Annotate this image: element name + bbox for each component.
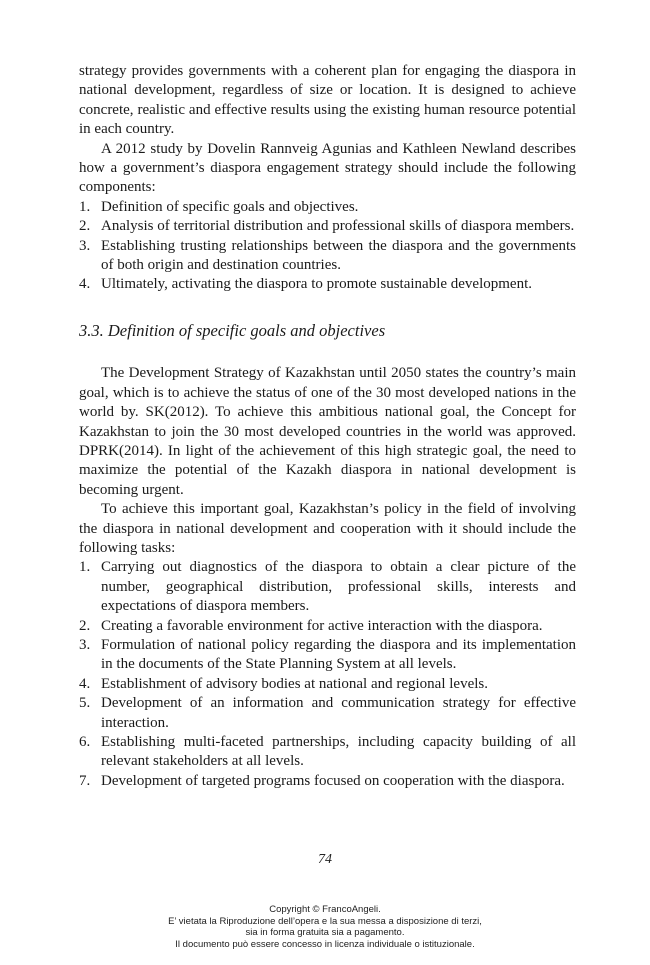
list-item-text: Creating a favorable environment for active interaction with the diaspora. [101, 617, 543, 634]
list-item-number: 6. [79, 734, 91, 750]
list-item-text: Establishing trusting relationships between the diaspora and the governments of both origin and destination countries. [101, 237, 576, 274]
list-item [79, 675, 576, 694]
list-item-text: Establishing multi-faceted partnerships, including capacity building of all relevant stakeholders at all levels. [101, 734, 576, 770]
list-item-text: Development of an information and communication strategy for effective interaction. [101, 695, 576, 731]
body-paragraph: strategy provides governments with a coherent plan for engaging the diaspora in national development, regardless of size or location. It is designed to achieve concrete, realistic and effective results using the existing human resource potential in each country. [79, 63, 576, 138]
list-item-text: Establishment of advisory bodies at national and regional levels. [101, 675, 488, 692]
list-item-number: 2. [79, 218, 91, 235]
list-item-text: Ultimately, activating the diaspora to promote sustainable development. [101, 276, 532, 293]
tasks-list [79, 558, 576, 791]
list-item-number: 4. [79, 276, 91, 293]
list-item [79, 636, 576, 675]
copyright-line: Copyright © FrancoAngeli. [269, 904, 381, 915]
body-paragraph: A 2012 study by Dovelin Rannveig Agunias and Kathleen Newland describes how a government’s diaspora engagement strategy should include the following components: [79, 140, 576, 196]
body-paragraph: To achieve this important goal, Kazakhstan’s policy in the field of involving the diaspora in national development and cooperation with it should include the following tasks: [79, 501, 576, 556]
section-heading: 3.3. Definition of specific goals and objectives [79, 320, 386, 340]
list-item [79, 733, 576, 772]
copyright-line: E’ vietata la Riproduzione dell’opera e la sua messa a disposizione di terzi, [168, 915, 482, 927]
list-item-number: 5. [79, 695, 91, 712]
components-list [79, 198, 576, 295]
list-item-number: 7. [79, 772, 91, 789]
list-item [79, 275, 576, 294]
list-item-text: Analysis of territorial distribution and professional skills of diaspora members. [101, 218, 575, 235]
copyright-line: Il documento può essere concesso in licenza individuale o istituzionale. [175, 938, 475, 950]
list-item-number: 1. [79, 559, 91, 576]
list-item-text: Development of targeted programs focused on cooperation with the diaspora. [101, 772, 565, 789]
list-item-number: 1. [79, 198, 91, 215]
list-item-text: Formulation of national policy regarding the diaspora and its implementation in the documents of the State Planning System at all levels. [101, 636, 576, 673]
page-number: 74 [318, 852, 332, 867]
list-item [79, 217, 576, 236]
body-paragraph: The Development Strategy of Kazakhstan until 2050 states the country’s main goal, which is to achieve the status of one of the 30 most developed nations in the world by. SK(2012). To achieve this ambitious national goal, the Concept for Kazakhstan to join the 30 most developed countries in the world was approved. DPRK(2014). In light of the achievement of this high strategic goal, the need to maximize the potential of the Kazakh diaspora in national development is becoming urgent. [79, 365, 576, 498]
list-item [79, 198, 576, 217]
document-page [79, 62, 576, 791]
list-item [79, 694, 576, 733]
list-item [79, 558, 576, 616]
list-item-text: Definition of specific goals and objectives. [101, 198, 359, 215]
list-item [79, 617, 576, 636]
list-item-text: Carrying out diagnostics of the diaspora to obtain a clear picture of the number, geographical distribution, professional skills, interests and expectations of diaspora members. [101, 559, 576, 615]
copyright-line: sia in forma gratuita sia a pagamento. [245, 927, 405, 938]
list-item-number: 3. [79, 636, 91, 653]
list-item-number: 4. [79, 675, 91, 692]
list-item [79, 237, 576, 276]
copyright-notice [0, 904, 650, 950]
list-item-number: 2. [79, 617, 91, 634]
list-item [79, 772, 576, 791]
list-item-number: 3. [79, 237, 91, 254]
